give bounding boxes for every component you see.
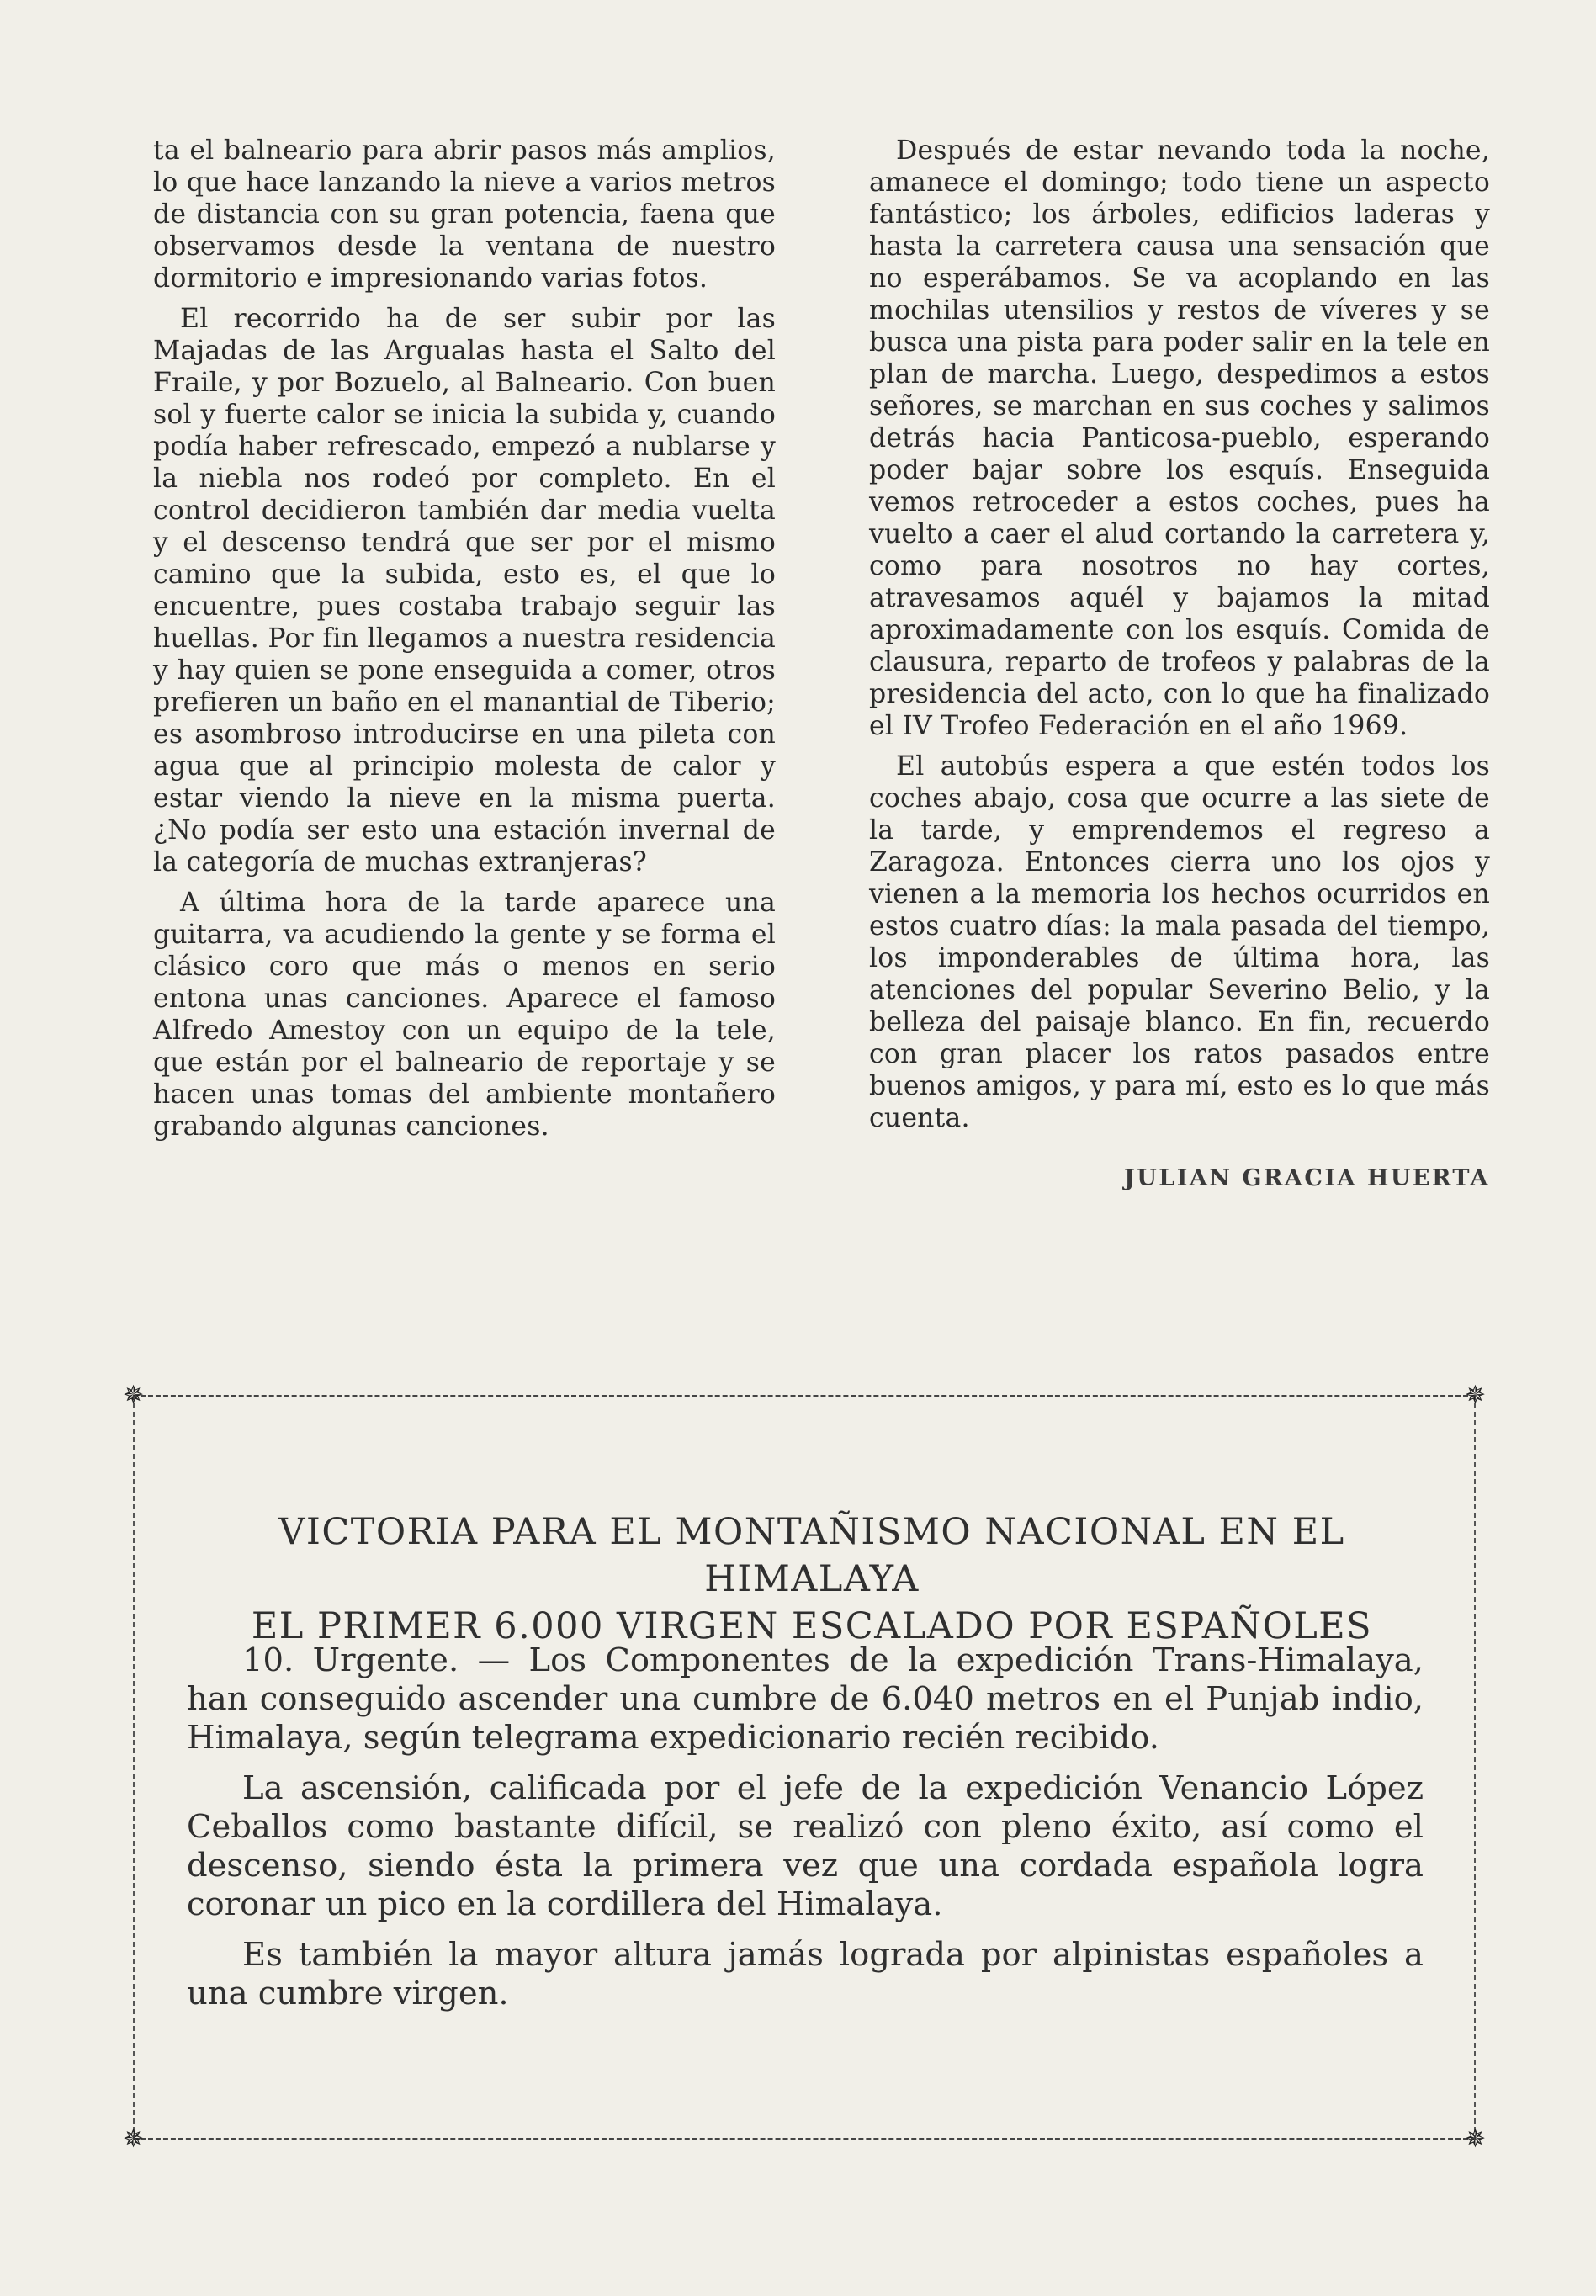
- news-headline: [194, 1509, 1430, 1650]
- right-column: [869, 135, 1490, 1195]
- news-paragraph-3: Es también la mayor altura jamás lograda por alpinistas españoles a una cumbre virgen.: [187, 1936, 1424, 2012]
- news-paragraph-2: La ascensión, calificada por el jefe de la expedición Venancio López Ceballos como bastante difícil, se realizó con pleno éxito, así como el descenso, siendo ésta la primera vez que una cordada española logra coronar un pico en la cordillera del Himalaya.: [187, 1769, 1424, 1923]
- corner-ornament-icon: ✵: [1464, 2124, 1486, 2154]
- left-paragraph-1: ta el balneario para abrir pasos más amplios, lo que hace lanzando la nieve a varios metros de distancia con su gran potencia, faena que observamos desde la ventana de nuestro dormitorio e impresionando varias fotos.: [153, 135, 776, 294]
- headline-line-2: EL PRIMER 6.000 VIRGEN ESCALADO POR ESPAÑOLES: [251, 1605, 1373, 1647]
- left-column: [153, 135, 776, 1151]
- corner-ornament-icon: ✵: [123, 2124, 145, 2154]
- news-body: [187, 1641, 1424, 2025]
- news-box: [123, 1381, 1486, 2154]
- right-paragraph-2: El autobús espera a que estén todos los coches abajo, cosa que ocurre a las siete de la tarde, y emprendemos el regreso a Zaragoza. Entonces cierra uno los ojos y vienen a la memoria los hechos ocurridos en estos cuatro días: la mala pasada del tiempo, los imponderables de última hora, las atenciones del popular Severino Belio, y la belleza del paisaje blanco. En fin, recuerdo con gran placer los ratos pasados entre buenos amigos, y para mí, esto es lo que más cuenta.: [869, 751, 1490, 1133]
- left-paragraph-2: El recorrido ha de ser subir por las Majadas de las Argualas hasta el Salto del Fraile, y por Bozuelo, al Balneario. Con buen sol y fuerte calor se inicia la subida y, cuando podía haber refrescado, empezó a nublarse y la niebla nos rodeó por completo. En el control decidieron también dar media vuelta y el descenso tendrá que ser por el mismo camino que la subida, esto es, el que lo encuentre, pues costaba trabajo seguir las huellas. Por fin llegamos a nuestra residencia y hay quien se pone enseguida a comer, otros prefieren un baño en el manantial de Tiberio; es asombroso introducirse en una pileta con agua que al principio molesta de calor y estar viendo la nieve en la misma puerta. ¿No podía ser esto una estación invernal de la categoría de muchas extranjeras?: [153, 304, 776, 878]
- news-paragraph-1: 10. Urgente. — Los Componentes de la expedición Trans-Himalaya, han conseguido ascender una cumbre de 6.040 metros en el Punjab indio, Himalaya, según telegrama expedicionario recién recibido.: [187, 1641, 1424, 1757]
- author-signature: JULIAN GRACIA HUERTA: [1123, 1165, 1490, 1191]
- corner-ornament-icon: ✵: [123, 1381, 145, 1410]
- corner-ornament-icon: ✵: [1464, 1381, 1486, 1410]
- left-paragraph-3: A última hora de la tarde aparece una guitarra, va acudiendo la gente y se forma el clásico coro que más o menos en serio entona unas canciones. Aparece el famoso Alfredo Amestoy con un equipo de la tele, que están por el balneario de reportaje y se hacen unas tomas del ambiente montañero grabando algunas canciones.: [153, 888, 776, 1142]
- right-paragraph-1: Después de estar nevando toda la noche, amanece el domingo; todo tiene un aspecto fantástico; los árboles, edificios laderas y hasta la carretera causa una sensación que no esperábamos. Se va acoplando en las mochilas utensilios y restos de víveres y se busca una pista para poder salir en la tele en plan de marcha. Luego, despedimos a estos señores, se marchan en sus coches y salimos detrás hacia Panticosa-pueblo, esperando poder bajar sobre los esquís. Enseguida vemos retroceder a estos coches, pues ha vuelto a caer el alud cortando la carretera y, como para nosotros no hay cortes, atravesamos aquél y bajamos la mitad aproximadamente con los esquís. Comida de clausura, reparto de trofeos y palabras de la presidencia del acto, con lo que ha finalizado el IV Trofeo Federación en el año 1969.: [869, 135, 1490, 741]
- headline-line-1: VICTORIA PARA EL MONTAÑISMO NACIONAL EN EL HIMALAYA: [278, 1511, 1345, 1600]
